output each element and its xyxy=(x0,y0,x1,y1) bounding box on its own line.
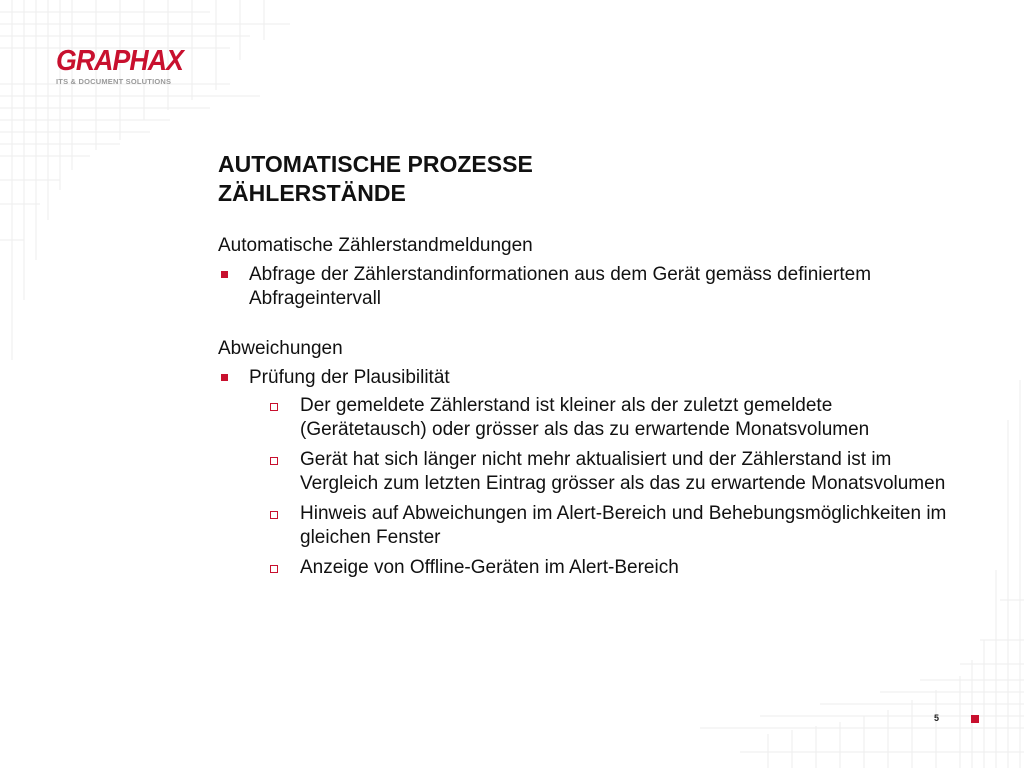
hollow-square-icon xyxy=(270,457,278,465)
section-automatic-readings xyxy=(218,234,978,311)
bullet-text: Abfrage der Zählerstandinformationen aus dem Gerät gemäss definiertem Abfrageintervall xyxy=(249,264,872,309)
section-deviations xyxy=(218,337,978,580)
sub-bullet-text: Der gemeldete Zählerstand ist kleiner als der zuletzt gemeldete (Gerätetausch) oder grösser als das zu erwartende Monatsvolumen xyxy=(300,395,870,440)
sub-bullet-text: Gerät hat sich länger nicht mehr aktualisiert und der Zählerstand ist im Vergleich zum letzten Eintrag grösser als das zu erwartende Monatsvolumen xyxy=(300,449,946,494)
sub-bullet-item xyxy=(218,502,950,550)
sub-bullet-item xyxy=(218,556,950,580)
slide-title xyxy=(218,150,533,208)
hollow-square-icon xyxy=(270,565,278,573)
sub-bullet-item xyxy=(218,448,950,496)
bullet-square-icon xyxy=(221,271,228,278)
hollow-square-icon xyxy=(270,511,278,519)
section-heading: Abweichungen xyxy=(218,338,343,359)
section-heading: Automatische Zählerstandmeldungen xyxy=(218,235,533,256)
bullet-item xyxy=(218,366,978,390)
company-logo xyxy=(56,46,186,86)
bullet-text: Prüfung der Plausibilität xyxy=(249,367,450,388)
hollow-square-icon xyxy=(270,403,278,411)
corner-square-mark xyxy=(971,715,979,723)
slide-title-line-1: AUTOMATISCHE PROZESSE xyxy=(218,151,533,177)
slide-content xyxy=(218,234,978,586)
bullet-item xyxy=(218,263,978,311)
sub-bullet-text: Anzeige von Offline-Geräten im Alert-Bereich xyxy=(300,557,679,578)
logo-wordmark: GRAPHAX xyxy=(56,45,183,77)
slide-title-line-2: ZÄHLERSTÄNDE xyxy=(218,180,406,206)
sub-bullet-text: Hinweis auf Abweichungen im Alert-Bereich und Behebungsmöglichkeiten im gleichen Fenster xyxy=(300,503,947,548)
logo-tagline: ITS & DOCUMENT SOLUTIONS xyxy=(56,77,172,86)
bullet-square-icon xyxy=(221,374,228,381)
page-number: 5 xyxy=(934,713,940,723)
sub-bullet-item xyxy=(218,394,950,442)
